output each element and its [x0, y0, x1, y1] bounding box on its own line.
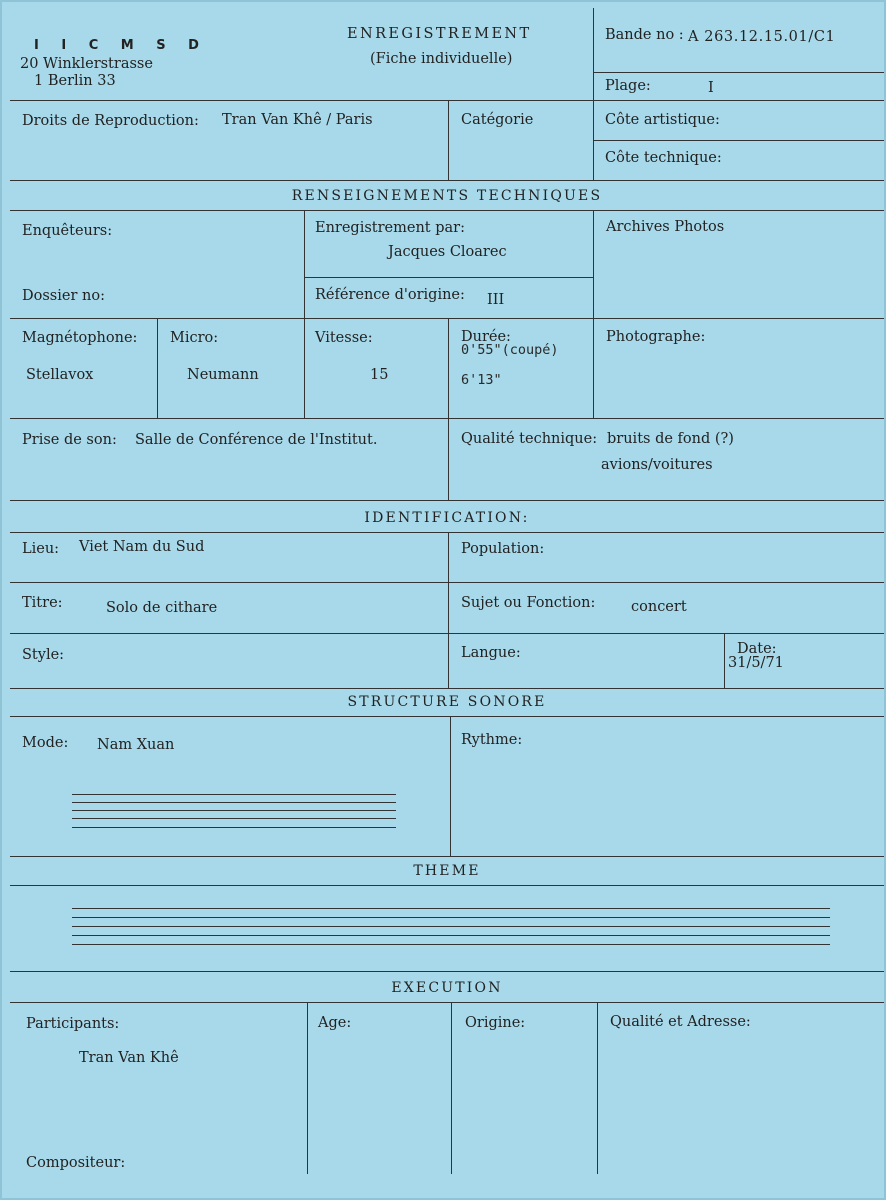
rule	[10, 180, 884, 181]
rule	[10, 582, 884, 583]
section-title-theme: THEME	[413, 863, 481, 879]
bande-label: Bande no :	[605, 27, 684, 43]
prise-de-son-label: Prise de son:	[22, 432, 117, 448]
qualite-technique-value-2: avions/voitures	[601, 457, 713, 473]
rule	[10, 500, 884, 501]
qualite-technique-label: Qualité technique:	[461, 431, 598, 447]
dossier-label: Dossier no:	[22, 288, 105, 304]
staff-line	[72, 917, 830, 918]
archives-photos-label: Archives Photos	[606, 219, 725, 235]
origine-label: Origine:	[465, 1015, 526, 1031]
address-line-1: 20 Winklerstrasse	[20, 56, 153, 72]
rule	[304, 277, 593, 278]
reference-label: Référence d'origine:	[315, 287, 465, 303]
cote-technique-label: Côte technique:	[605, 150, 722, 166]
lieu-label: Lieu:	[22, 541, 60, 557]
rule	[593, 72, 884, 73]
org-logo: I I C M S D	[34, 38, 208, 53]
magnetophone-label: Magnétophone:	[22, 330, 138, 346]
rule	[448, 100, 449, 180]
section-title-execution: EXECUTION	[391, 980, 503, 996]
droits-label: Droits de Reproduction:	[22, 113, 199, 129]
participants-label: Participants:	[26, 1016, 120, 1032]
staff-line	[72, 818, 396, 819]
duree-label: Durée:	[461, 329, 511, 345]
plage-label: Plage:	[605, 78, 651, 94]
rule	[593, 8, 594, 100]
prise-de-son-value: Salle de Conférence de l'Institut.	[135, 432, 378, 448]
sujet-value: concert	[631, 599, 687, 615]
age-label: Age:	[318, 1015, 352, 1031]
address-line-2: 1 Berlin 33	[34, 73, 116, 89]
droits-value: Tran Van Khê / Paris	[222, 112, 373, 128]
rule	[451, 1002, 452, 1174]
rule	[10, 688, 884, 689]
rule	[10, 716, 884, 717]
date-label: Date:	[737, 641, 777, 657]
photographe-label: Photographe:	[606, 329, 706, 345]
enregistrement-par-label: Enregistrement par:	[315, 220, 465, 236]
enregistrement-par-value: Jacques Cloarec	[388, 244, 507, 260]
titre-value: Solo de cithare	[106, 600, 218, 616]
section-title-identification: IDENTIFICATION:	[364, 510, 530, 526]
qualite-technique-value-1: bruits de fond (?)	[607, 431, 734, 447]
vitesse-label: Vitesse:	[315, 330, 373, 346]
rule	[157, 318, 158, 418]
reference-value: III	[487, 292, 505, 308]
magnetophone-value: Stellavox	[26, 367, 94, 383]
rule	[593, 210, 594, 418]
staff-line	[72, 935, 830, 936]
rule	[10, 856, 884, 857]
rule	[10, 971, 884, 972]
rule	[10, 633, 884, 634]
rule	[307, 1002, 308, 1174]
rule	[10, 318, 884, 319]
date-value: 31/5/71	[728, 655, 784, 671]
rule	[10, 210, 884, 211]
enqueteurs-label: Enquêteurs:	[22, 223, 113, 239]
duree-value-1: 0'55"(coupé)	[461, 342, 559, 358]
rule	[10, 1002, 884, 1003]
rule	[724, 633, 725, 688]
rule	[304, 210, 305, 418]
langue-label: Langue:	[461, 645, 521, 661]
form-title: ENREGISTREMENT	[347, 26, 532, 42]
cote-artistique-label: Côte artistique:	[605, 112, 720, 128]
staff-line	[72, 802, 396, 803]
micro-label: Micro:	[170, 330, 219, 346]
staff-line	[72, 908, 830, 909]
compositeur-label: Compositeur:	[26, 1155, 126, 1171]
staff-line	[72, 827, 396, 828]
mode-label: Mode:	[22, 735, 69, 751]
rule	[448, 318, 449, 418]
bande-value: A 263.12.15.01/C1	[688, 29, 836, 45]
staff-line	[72, 794, 396, 795]
staff-line	[72, 810, 396, 811]
rule	[10, 532, 884, 533]
rule	[448, 532, 449, 688]
rule	[597, 1002, 598, 1174]
plage-value: I	[708, 80, 714, 96]
form-subtitle: (Fiche individuelle)	[370, 51, 513, 67]
staff-line	[72, 944, 830, 945]
rule	[593, 140, 884, 141]
duree-value-2: 6'13"	[461, 372, 502, 388]
rule	[10, 100, 884, 101]
rule	[448, 418, 449, 500]
rule	[10, 885, 884, 886]
population-label: Population:	[461, 541, 545, 557]
section-title-technique: RENSEIGNEMENTS TECHNIQUES	[291, 188, 603, 204]
sujet-label: Sujet ou Fonction:	[461, 595, 596, 611]
titre-label: Titre:	[22, 595, 63, 611]
micro-value: Neumann	[187, 367, 259, 383]
section-title-structure: STRUCTURE SONORE	[347, 694, 547, 710]
lieu-value: Viet Nam du Sud	[79, 539, 205, 555]
rule	[10, 418, 884, 419]
qualite-adresse-label: Qualité et Adresse:	[610, 1014, 751, 1030]
rule	[450, 716, 451, 856]
rythme-label: Rythme:	[461, 732, 523, 748]
mode-value: Nam Xuan	[97, 737, 175, 753]
categorie-label: Catégorie	[461, 112, 534, 128]
participants-value: Tran Van Khê	[79, 1050, 179, 1066]
vitesse-value: 15	[370, 367, 389, 383]
staff-line	[72, 926, 830, 927]
style-label: Style:	[22, 647, 65, 663]
